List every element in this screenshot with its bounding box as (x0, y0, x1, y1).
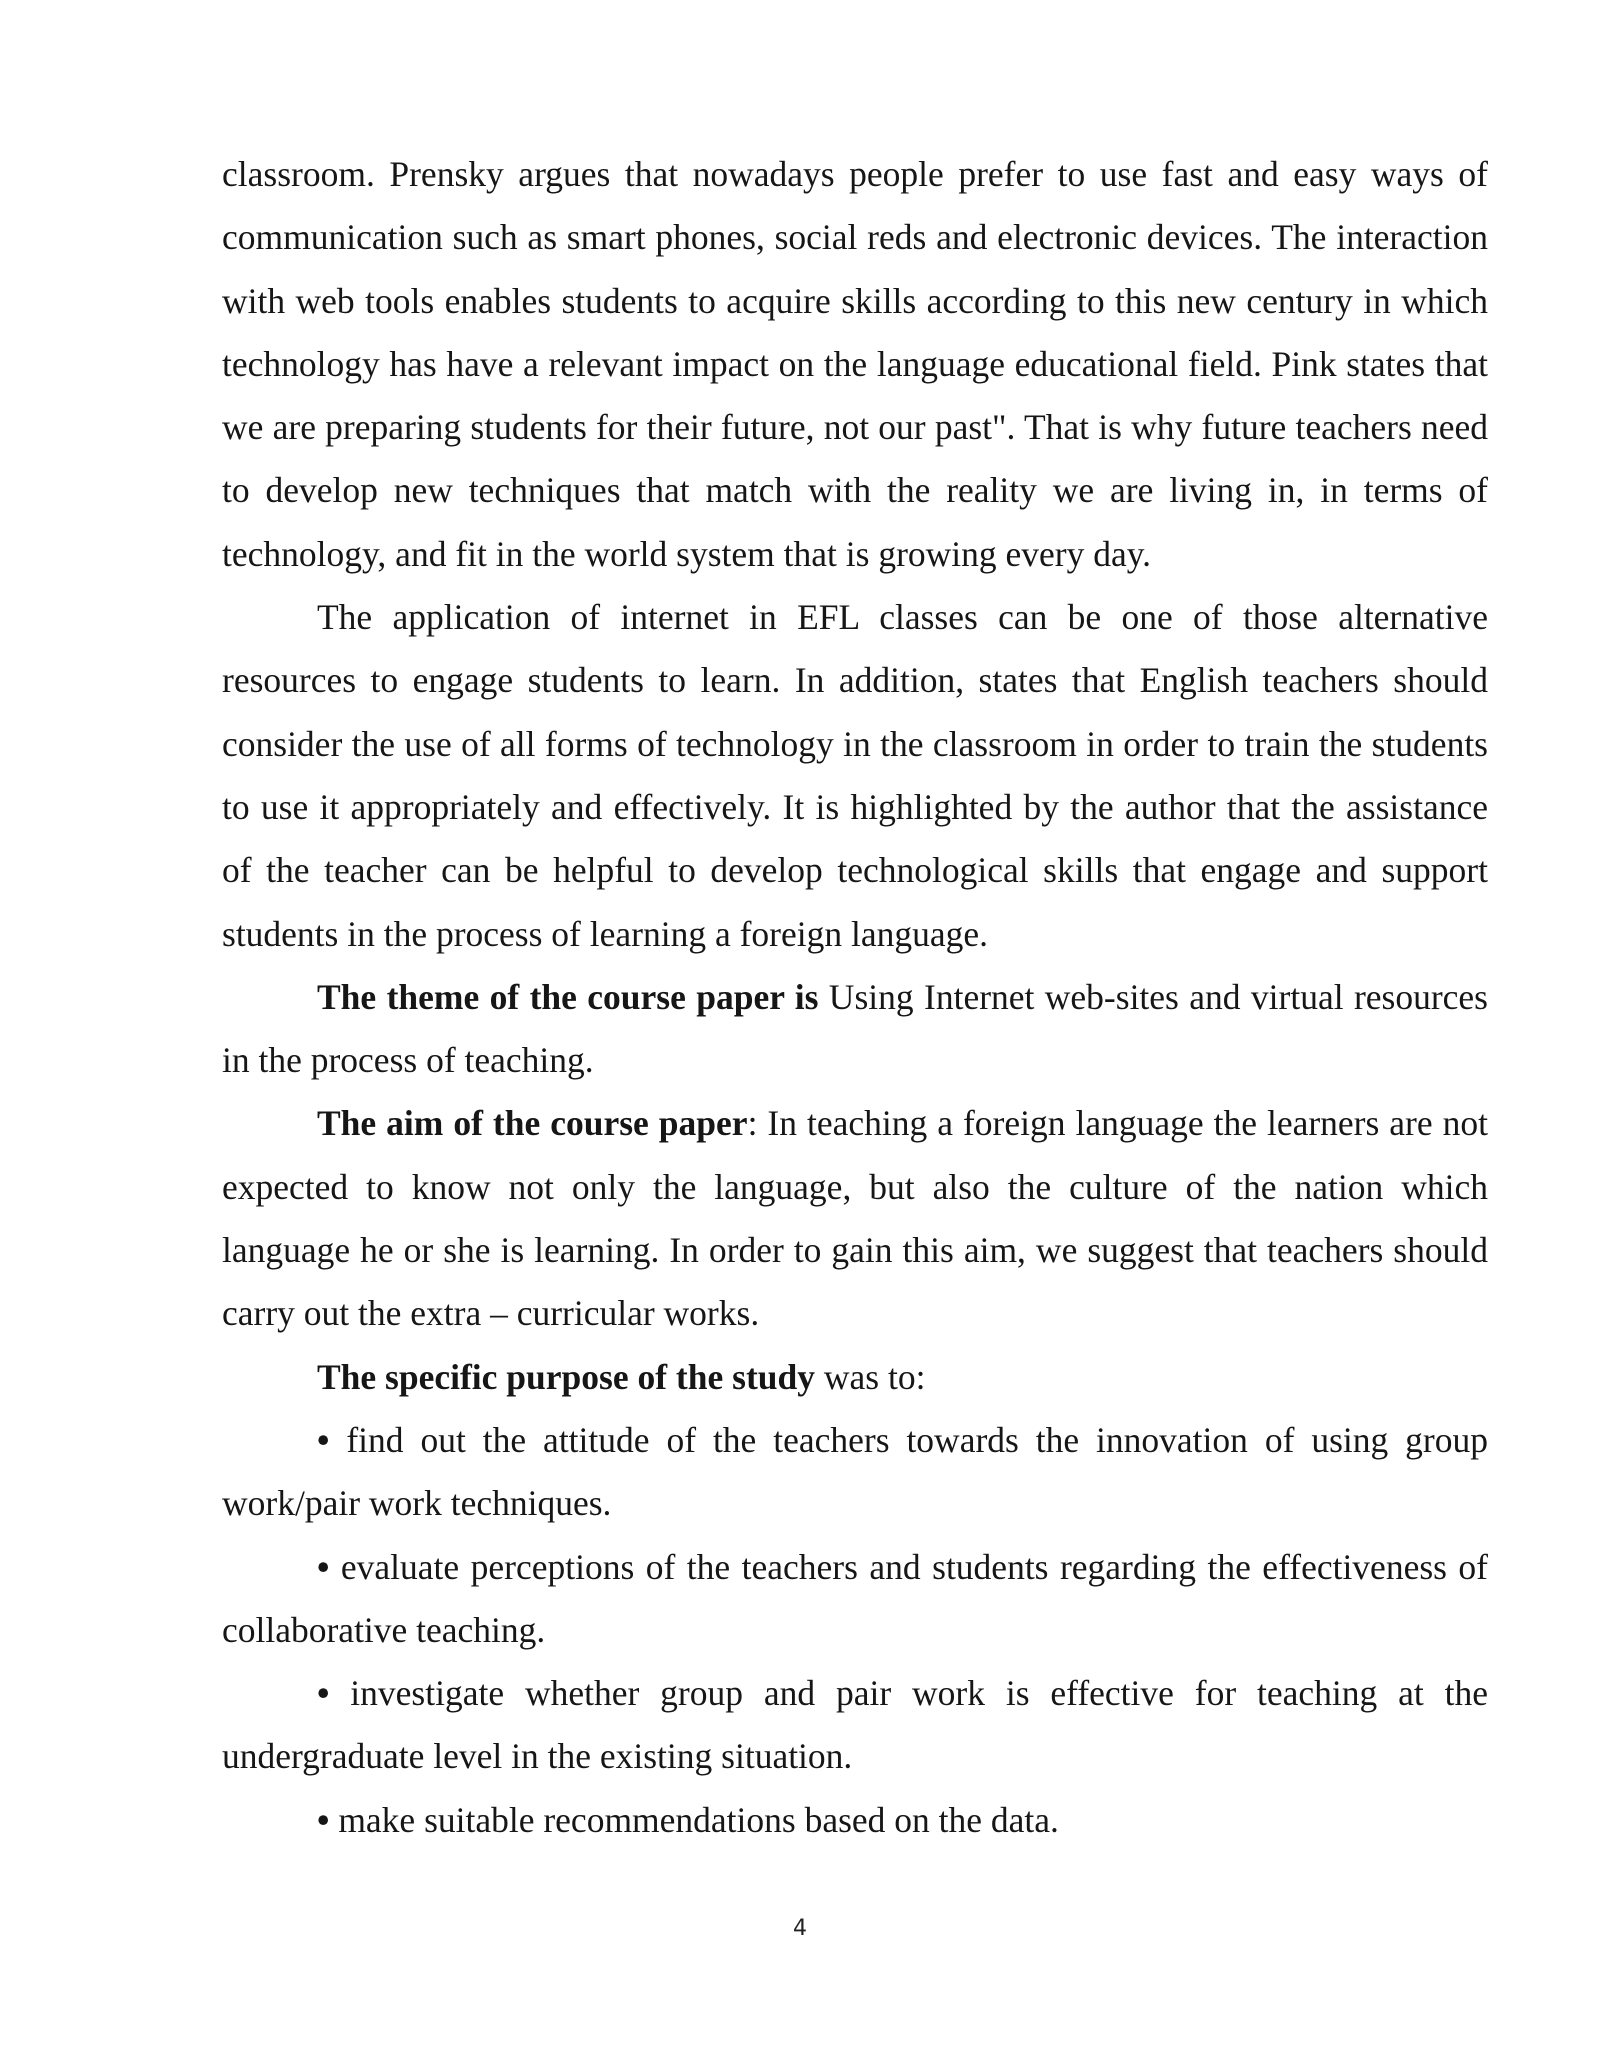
bullet-icon: • (317, 1419, 330, 1460)
paragraph-aim (222, 1092, 1488, 1345)
bullet-text: make suitable recommendations based on the data. (329, 1799, 1059, 1840)
bullet-item-attitude (222, 1409, 1488, 1536)
body-text (222, 143, 1488, 1852)
bullet-icon: • (317, 1546, 330, 1587)
aim-text: : In teaching a foreign language the learners are not expected to know not only the language, but also the culture of the nation which language he or she is learning. In order to gain this aim, we suggest that teachers should carry out the extra – curricular works. (222, 1103, 1488, 1334)
page-number: 4 (793, 1916, 807, 1941)
purpose-label: The specific purpose of the study (317, 1356, 816, 1397)
bullet-icon: • (317, 1673, 330, 1714)
paragraph-internet-efl: The application of internet in EFL classes can be one of those alternative resources to engage students to learn. In addition, states that English teachers should consider the use of all forms of technology in the classroom in order to train the students to use it appropriately and effectively. It is highlighted by the author that the assistance of the teacher can be helpful to develop technological skills that engage and support students in the process of learning a foreign language. (222, 597, 1488, 954)
bullet-text: find out the attitude of the teachers towards the innovation of using group work/pair work techniques. (222, 1419, 1488, 1524)
theme-label: The theme of the course paper is (317, 976, 819, 1017)
bullet-text: investigate whether group and pair work is effective for teaching at the undergraduate level in the existing situation. (222, 1673, 1488, 1777)
bullet-item-investigate (222, 1662, 1488, 1789)
bullet-text: evaluate perceptions of the teachers and students regarding the effectiveness of collaborative teaching. (222, 1546, 1488, 1650)
aim-label: The aim of the course paper (317, 1103, 748, 1144)
bullet-item-recommendations (222, 1789, 1488, 1852)
paragraph-classroom: classroom. Prensky argues that nowadays people prefer to use fast and easy ways of communication such as smart phones, social reds and electronic devices. The interaction with web tools enables students to acquire skills according to this new century in which technology has have a relevant impact on the language educational field. Pink states that we are preparing students for their future, not our past". That is why future teachers need to develop new techniques that match with the reality we are living in, in terms of technology, and fit in the world system that is growing every day. (222, 154, 1488, 574)
paragraph-purpose (222, 1346, 1488, 1409)
paragraph-theme (222, 966, 1488, 1093)
bullet-icon: • (317, 1799, 330, 1840)
purpose-text: was to: (815, 1356, 926, 1397)
bullet-item-perceptions (222, 1536, 1488, 1663)
theme-text: Using Internet web-sites and virtual resources in the process of teaching. (222, 976, 1488, 1081)
